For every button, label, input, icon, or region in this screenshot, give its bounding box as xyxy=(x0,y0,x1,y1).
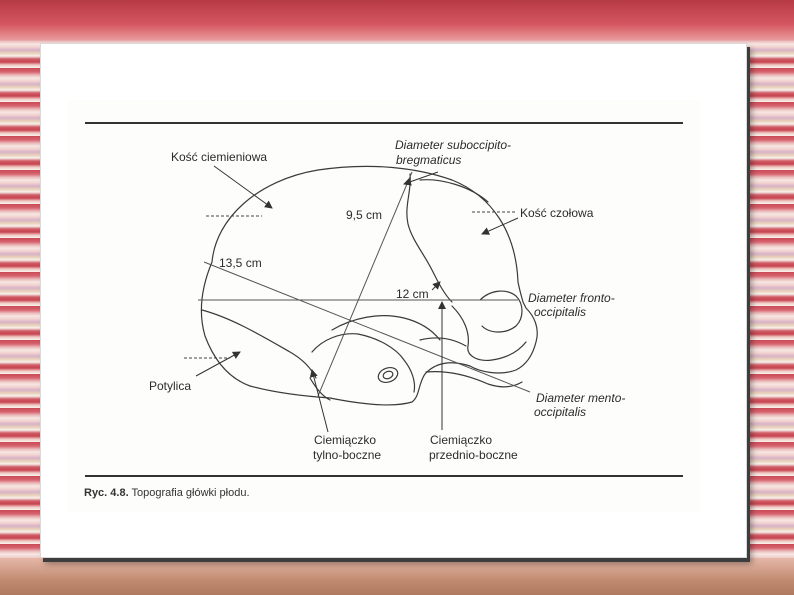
lambdoid-suture xyxy=(202,310,316,378)
caption-number: Ryc. 4.8. xyxy=(84,487,129,499)
label-parietal-bone: Kość ciemieniowa xyxy=(171,150,268,164)
label-suboccipito-line2: bregmaticus xyxy=(396,153,462,167)
ear-opening xyxy=(376,365,400,385)
arrow-occiput xyxy=(196,352,240,376)
label-measure-13-5: 13,5 cm xyxy=(219,256,262,270)
label-occiput: Potylica xyxy=(149,379,192,393)
zygomatic-arch xyxy=(420,338,466,346)
label-measure-12: 12 cm xyxy=(396,287,429,301)
label-posterolateral-line2: tylno-boczne xyxy=(313,448,382,462)
label-posterolateral-line1: Ciemiączko xyxy=(314,433,377,447)
arrow-parietal xyxy=(214,166,272,208)
figure-caption xyxy=(84,487,250,499)
ear-opening-inner xyxy=(382,370,394,380)
temporal-bone-contour xyxy=(312,334,415,392)
orbit-contour xyxy=(480,291,522,332)
nasal-maxilla-contour xyxy=(452,306,526,360)
label-measure-9-5: 9,5 cm xyxy=(346,208,383,222)
label-mentooccipital-line2: occipitalis xyxy=(534,405,587,419)
label-suboccipito-line1: Diameter suboccipito- xyxy=(395,138,512,152)
arrow-12cm xyxy=(432,282,440,290)
coronal-suture xyxy=(407,174,452,302)
diameter-suboccipito-bregmaticus-line xyxy=(318,172,412,396)
skull-outline xyxy=(201,166,537,405)
label-anterolateral-line1: Ciemiączko xyxy=(430,433,493,447)
mandible-contour xyxy=(426,372,522,387)
frontal-bone-contour xyxy=(420,180,488,202)
caption-text: Topografia główki płodu. xyxy=(131,487,250,499)
label-frontooccipital-line2: occipitalis xyxy=(534,305,587,319)
label-frontal-bone: Kość czołowa xyxy=(520,206,594,220)
label-mentooccipital-line1: Diameter mento- xyxy=(536,391,626,405)
arrow-posterolateral xyxy=(312,370,328,432)
label-frontooccipital-line1: Diameter fronto- xyxy=(528,291,615,305)
diameter-mento-occipitalis-line xyxy=(204,262,530,392)
label-anterolateral-line2: przednio-boczne xyxy=(429,448,518,462)
